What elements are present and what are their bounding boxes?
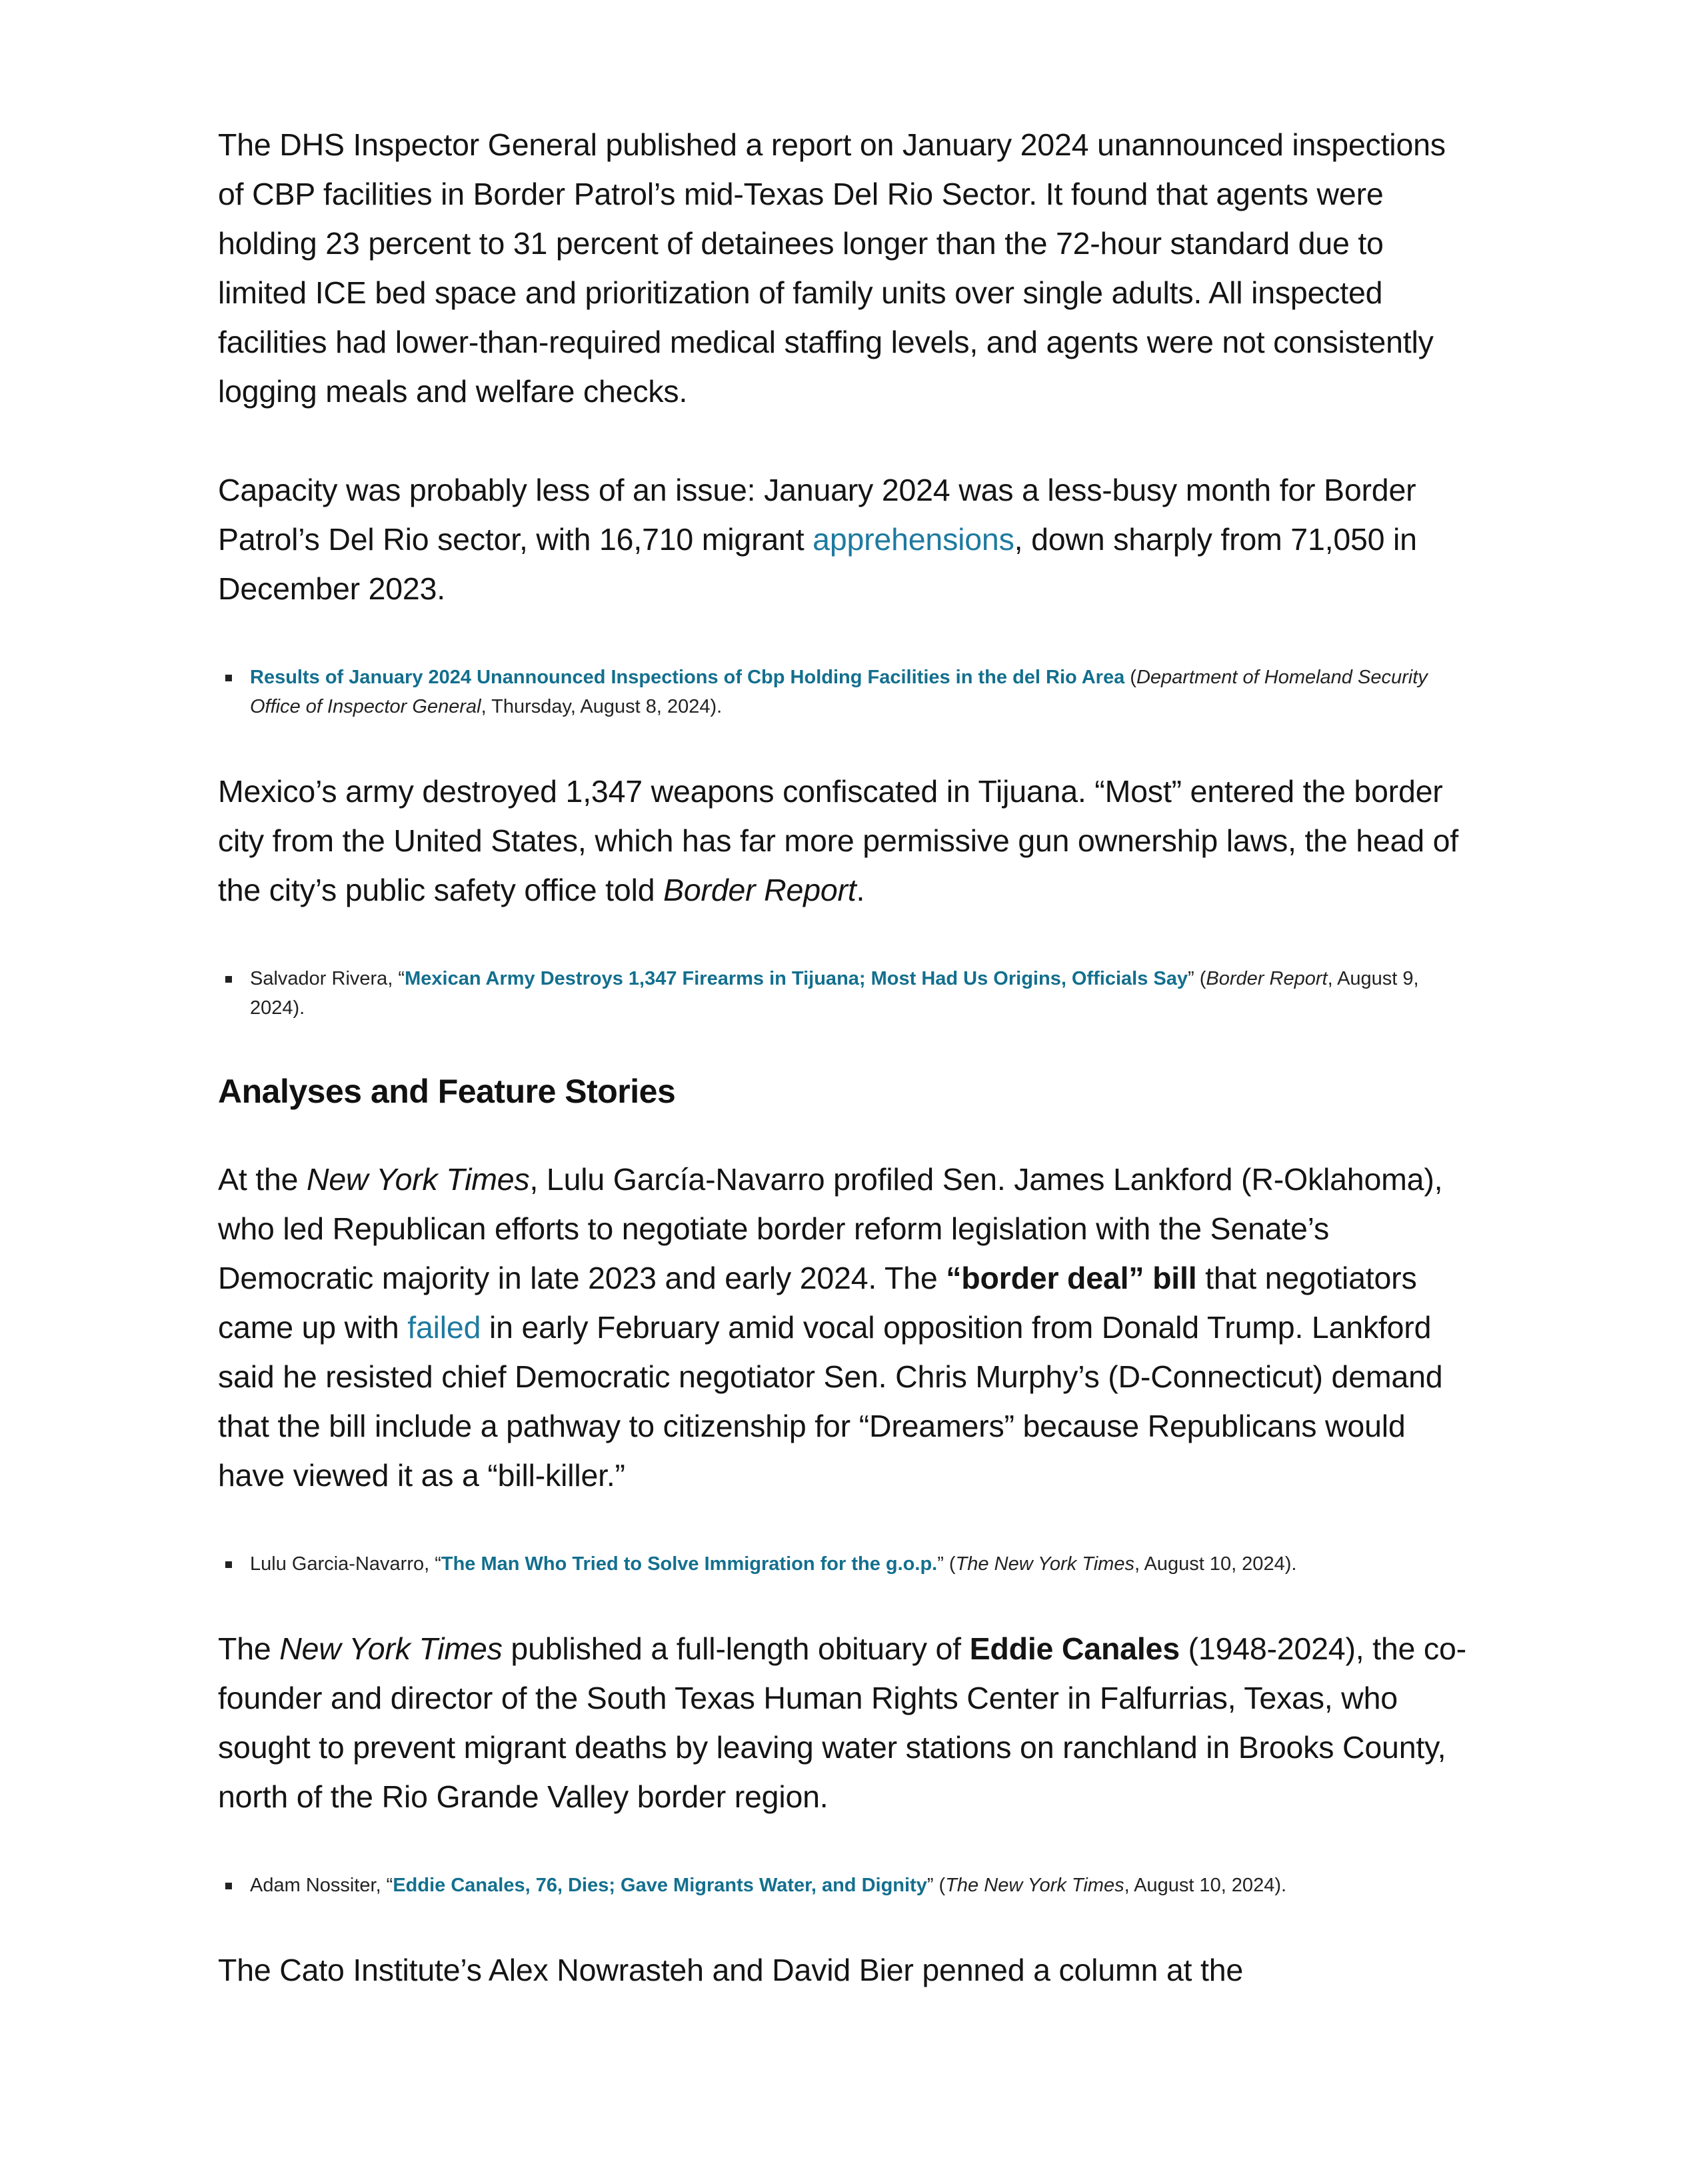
source-link-canales-obituary[interactable]: Eddie Canales, 76, Dies; Gave Migrants Water, and Dignity [393,1875,927,1896]
source-list [218,1549,1471,1579]
paragraph-capacity [218,465,1471,613]
source-link-mexican-army[interactable]: Mexican Army Destroys 1,347 Firearms in Tijuana; Most Had Us Origins, Officials Say [405,968,1188,989]
paragraph-text: . [856,873,865,907]
source-list [218,1871,1471,1900]
paragraph-text: published a full-length obituary of [502,1631,970,1666]
source-date: , August 10, 2024). [1134,1553,1297,1575]
source-list [218,663,1471,721]
source-author: Lulu Garcia-Navarro, “ [250,1553,441,1575]
paragraph-text: The [218,1631,280,1666]
paragraph-dhs-report [218,120,1471,416]
source-publication: Department of Homeland Security Office of Inspector General [250,667,1428,717]
paragraph-text: that negotiators came up with [218,1261,1417,1345]
bold-term: Eddie Canales [969,1631,1180,1666]
source-item [245,964,1471,1023]
failed-link[interactable]: failed [407,1310,481,1345]
source-item [245,1871,1471,1900]
source-item [245,1549,1471,1579]
source-text: ( [1124,667,1136,688]
source-date: , August 9, 2024). [250,968,1419,1019]
publication-name: New York Times [279,1631,503,1666]
section-heading: Analyses and Feature Stories [218,1073,676,1110]
paragraph-cato-column [218,1945,1471,1995]
publication-name: Border Report [663,873,856,907]
paragraph-canales-obituary [218,1624,1471,1821]
paragraph-text: in early February amid vocal opposition from Donald Trump. Lankford said he resisted chief Democratic negotiator Sen. Chris Murphy’s (D-Connecticut) demand that the bill include a pathway to citizenship for “Dreamers” because Republicans would have viewed it as a “bill-killer.” [218,1310,1443,1493]
source-item [245,663,1471,721]
paragraph-text: , Lulu García-Navarro profiled Sen. James Lankford (R-Oklahoma), who led Republican efforts to negotiate border reform legislation with the Senate’s Democratic majority in late 2023 and early 2024. The [218,1162,1443,1295]
source-link-dhs-inspections[interactable]: Results of January 2024 Unannounced Inspections of Cbp Holding Facilities in the del Rio Area [250,667,1125,688]
paragraph-text: (1948-2024), the co-founder and director of the South Texas Human Rights Center in Falfurrias, Texas, who sought to prevent migrant deaths by leaving water stations on ranchland in Brooks County, north of the Rio Grande Valley border region. [218,1631,1466,1814]
source-publication: The New York Times [945,1875,1124,1896]
paragraph-text: At the [218,1162,307,1197]
source-text: ” ( [937,1553,956,1575]
apprehensions-link[interactable]: apprehensions [813,522,1014,557]
article-body [218,120,1471,2044]
source-date: , Thursday, August 8, 2024). [481,696,723,717]
paragraph-text: , down sharply from 71,050 in December 2023. [218,522,1417,606]
source-publication: The New York Times [955,1553,1134,1575]
source-author: Adam Nossiter, “ [250,1875,393,1896]
source-link-lankford-profile[interactable]: The Man Who Tried to Solve Immigration for the g.o.p. [441,1553,938,1575]
source-date: , August 10, 2024). [1124,1875,1287,1896]
source-text: ” ( [1188,968,1206,989]
bold-term: “border deal” bill [946,1261,1197,1295]
source-list [218,964,1471,1023]
paragraph-tijuana-weapons [218,767,1471,915]
paragraph-text: Capacity was probably less of an issue: January 2024 was a less-busy month for Border Patrol’s Del Rio sector, with 16,710 migrant [218,473,1416,557]
paragraph-text: Mexico’s army destroyed 1,347 weapons confiscated in Tijuana. “Most” entered the border city from the United States, which has far more permissive gun ownership laws, the head of the city’s public safety office told [218,774,1458,907]
paragraph-text: The Cato Institute’s Alex Nowrasteh and David Bier penned a column at the [218,1953,1244,1987]
source-publication: Border Report [1206,968,1328,989]
source-author: Salvador Rivera, “ [250,968,405,989]
paragraph-lankford [218,1155,1471,1500]
source-text: ” ( [926,1875,946,1896]
paragraph-text: The DHS Inspector General published a report on January 2024 unannounced inspections of CBP facilities in Border Patrol’s mid-Texas Del Rio Sector. It found that agents were holding 23 percent to 31 percent of detainees longer than the 72-hour standard due to limited ICE bed space and prioritization of family units over single adults. All inspected facilities had lower-than-required medical staffing levels, and agents were not consistently logging meals and welfare checks. [218,127,1446,409]
publication-name: New York Times [307,1162,530,1197]
